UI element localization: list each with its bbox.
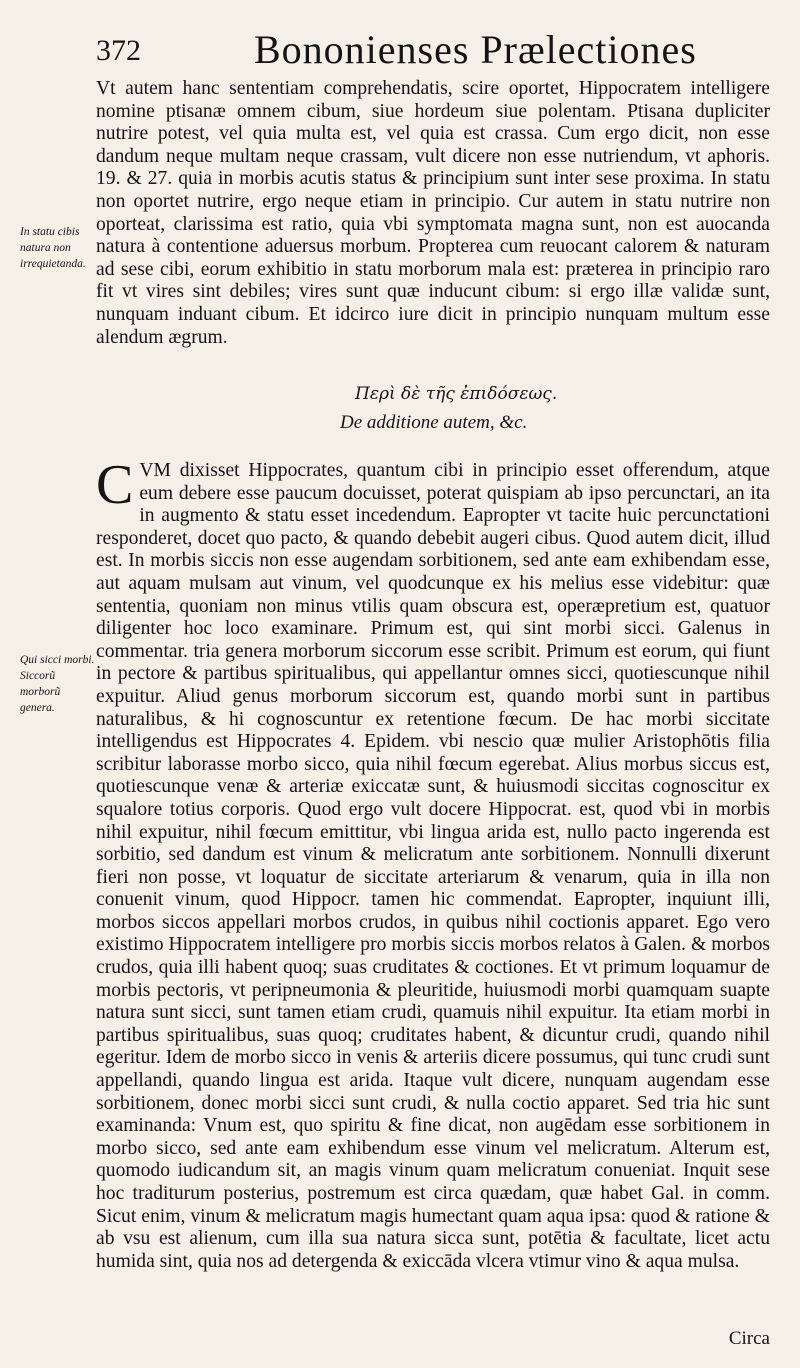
greek-heading: Περὶ δὲ τῆς ἐπιδόσεως. bbox=[355, 384, 558, 404]
paragraph-text: Vt autem hanc sententiam comprehendatis, scire oportet, Hippocratem intelligere nomine ptisanæ omnem cibum, siue hordeum siue polentam. Ptisana dupliciter nutrire potest, vel quia multa est, vel quia est crassa. Cum ergo dicit, non esse dandum neque multam neque crassam, vult dicere non esse nutriendum, vt aphoris. 19. & 27. quia in morbis acutis status & principium sunt inter sese proxima. In statu non oportet nutrire, ergo neque etiam in principio. Cur autem in statu nutrire non oporteat, clarissima est ratio, quia vbi symptomata magna sunt, non est auocanda natura à contentione aduersus morbum. Propterea cum reuocant calorem & naturam ad sese cibi, eorum exhibitio in statu morborum mala est: præterea in principio raro fit vt vires sint debiles; vires sunt quæ inducunt cibum: si ergo illæ validæ sunt, nunquam induant cibum. Et idcirco iure dicit in principio nunquam multum esse alendum ægrum. bbox=[96, 78, 770, 348]
body-paragraph bbox=[96, 454, 770, 1273]
margin-note: Qui sicci morbi. Siccorũ morborũ genera. bbox=[20, 654, 95, 714]
page-header bbox=[96, 22, 786, 72]
body-paragraph bbox=[96, 78, 770, 349]
page-number: 372 bbox=[96, 34, 141, 67]
paragraph-text bbox=[96, 454, 770, 1273]
running-title: Bononienses Prælectiones bbox=[254, 27, 697, 72]
paragraph-body: VM dixisset Hippocrates, quantum cibi in principio esset offerendum, atque eum debere esse paucum docuisset, poterat quispiam ab ipso percunctari, an ita in augmento & statu esset incedendum. Eapropter vt tacite huic percunctationi responderet, docet quo pacto, & quando debebit augeri cibus. Quod autem dicit, illud est. In morbis siccis non esse augendam sorbitionem, sed ante eam exhibendam esse, aut aquam mulsam aut vinum, vel quodcunque ex his melius esse videbitur: quæ sententia, quoniam non minus vtilis quam obscura est, operæpretium est, quatuor diligenter hoc loco examinare. Primum est, qui sint morbi sicci. Galenus in commentar. tria genera morborum siccorum esse scribit. Primum est eorum, qui fiunt in pectore & partibus spiritualibus, qui appellantur omnes sicci, quotiescunque nihil expuitur. Aliud genus morborum siccorum est, quando morbi sunt in partibus naturalibus, & hi cognoscuntur ex retentione fœcum. De hac morbi siccitate intelligendus est Hippocrates 4. Epidem. vbi nescio quæ mulier Aristophōtis filia scribitur laborasse morbo sicco, quia nihil fœcum egerebat. Alius morbus siccus est, quotiescunque venæ & arteriæ exiccatæ sunt, & huiusmodi siccitas cognoscitur ex squalore totius corporis. Quod ergo vult docere Hippocrat. est, quod vbi in morbis nihil expuitur, nihil fœcum emittitur, vbi lingua arida est, nullo pacto ingerenda est sorbitio, sed dandum est vinum & melicratum ante sorbitionem. Nonnulli dixerunt fieri non posse, vt loquatur de siccitate arteriarum & venarum, quia in illa non conuenit vinum, quod Hippocr. tamen hic commendat. Eapropter, inquiunt illi, morbos siccos appellari morbos crudos, in quibus nihil coctionis apparet. Ego vero existimo Hippocratem intelligere pro morbis siccis morbos relatos à Galen. & morbos crudos, quia illi habent quoq; suas cruditates & coctiones. Et vt primum loquamur de morbis pectoris, vt peripneumonia & pleuritide, huiusmodi morbi quamquam suapte natura sunt sicci, sunt tamen etiam crudi, quamuis nihil expuitur. Ita etiam morbi in partibus spiritualibus, suas quoq; cruditates habent, & dicuntur crudi, quando nihil egeritur. Idem de morbo sicco in venis & arteriis dicere possumus, qui tunc crudi sunt appellandi, quando lingua est arida. Itaque vult dicere, nunquam augendam esse sorbitionem, donec morbi sicci sunt crudi, & nulla coctio apparet. Sed tria hic sunt examinanda: Vnum est, quo spiritu & fine dicat, non augēdam esse sorbitionem in morbo sicco, sed ante eam exhibendum esse vinum vel melicratum. Alterum est, quomodo iudicandum sit, an magis vinum quam melicratum conueniat. Inquit sese hoc traditurum posterius, postremum est circa quædam, quæ habet Gal. in comm. Sicut enim, vinum & melicratum magis humectant quam aqua ipsa: quod & ratione & ab vsu est alienum, cum illa sua natura sicca sunt, potētia & facultate, licet actu humida sint, quia nos ad detergenda & exiccāda vlcera vtimur vino & aqua mulsa. bbox=[96, 460, 770, 1272]
section-heading: De additione autem, &c. bbox=[340, 412, 528, 433]
catchword: Circa bbox=[728, 1328, 770, 1349]
drop-cap: C bbox=[96, 454, 134, 516]
margin-note: In statu cibis natura non irrequietanda. bbox=[20, 226, 86, 270]
